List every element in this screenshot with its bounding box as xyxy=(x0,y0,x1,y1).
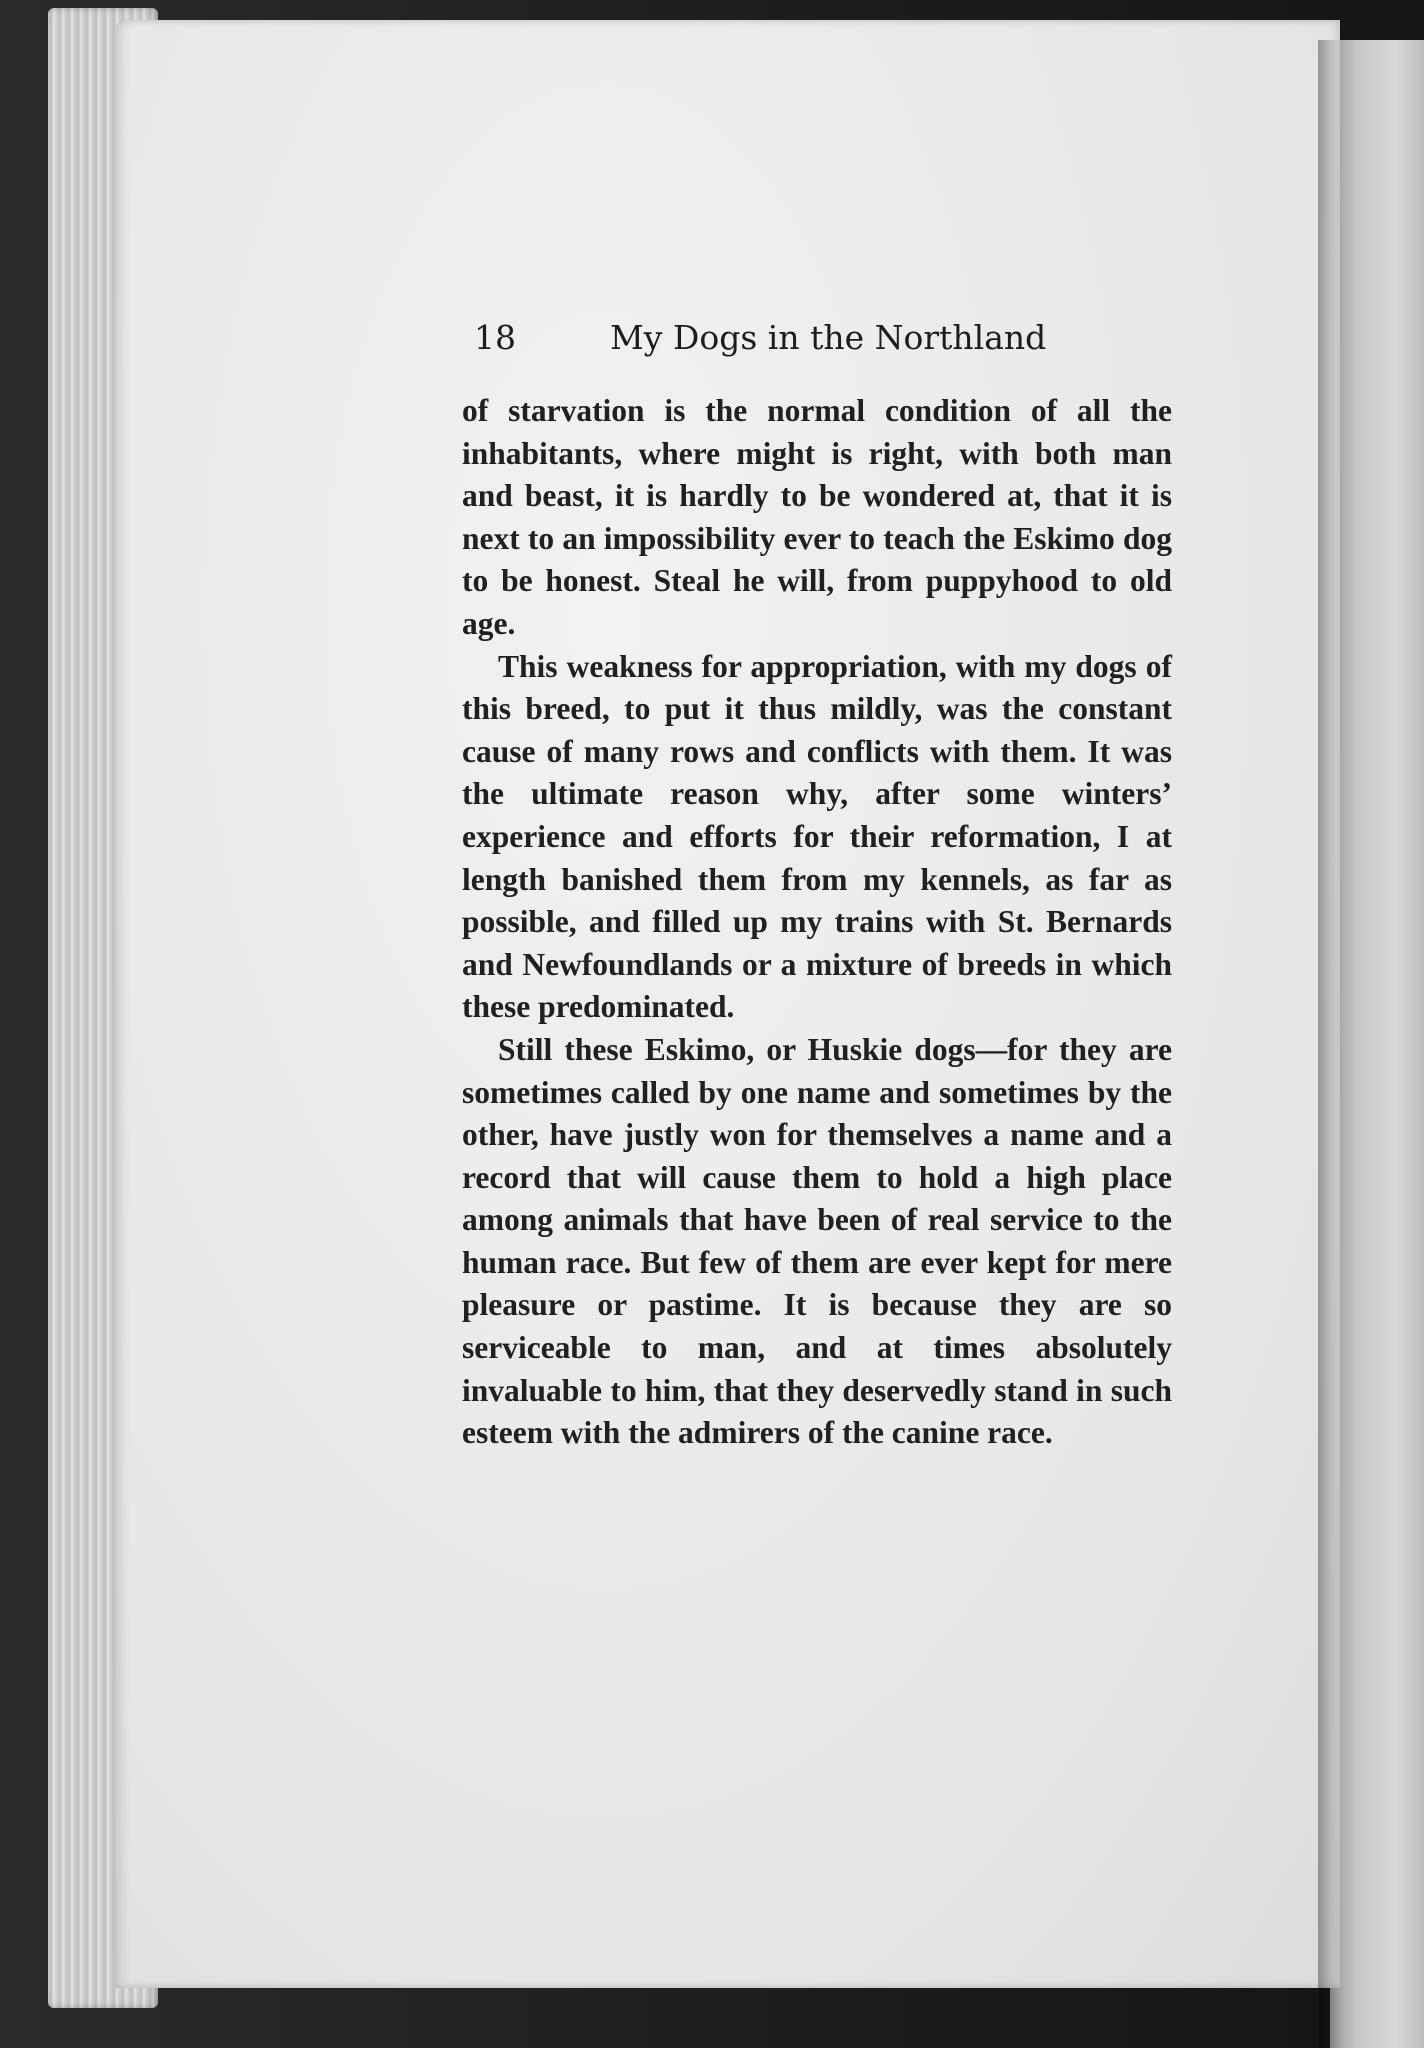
page-number: 18 xyxy=(474,318,516,357)
page-shadow xyxy=(1318,40,1342,2048)
paragraph-1: of starvation is the normal condition of all the inhabitants, where might is right, with both man and beast, it is hardly to be wondered at, that it is next to an impossibility ever to teach the Eskimo dog to be honest. Steal he will, from puppyhood to old age. xyxy=(462,393,1172,641)
page-header xyxy=(474,318,1054,368)
running-title: My Dogs in the Northland xyxy=(610,318,1047,357)
paragraph-2: This weakness for appropriation, with my dogs of this breed, to put it thus mildly, was the constant cause of many rows and conflicts with them. It was the ultimate reason why, after some winters’ experience and efforts for their reformation, I at length banished them from my kennels, as far as possible, and filled up my trains with St. Bernards and Newfoundlands or a mixture of breeds in which these predominated. xyxy=(462,648,1172,1025)
paragraph-3: Still these Eskimo, or Huskie dogs—for they are sometimes called by one name and sometimes by the other, have justly won for themselves a name and a record that will cause them to hold a high place among animals that have been of real service to the human race. But few of them are ever kept for mere pleasure or pastime. It is because they are so serviceable to man, and at times absolutely invaluable to him, that they deservedly stand in such esteem with the admirers of the canine race. xyxy=(462,1031,1172,1451)
body-text xyxy=(462,390,1172,1455)
facing-page-edge xyxy=(1330,40,1424,2048)
